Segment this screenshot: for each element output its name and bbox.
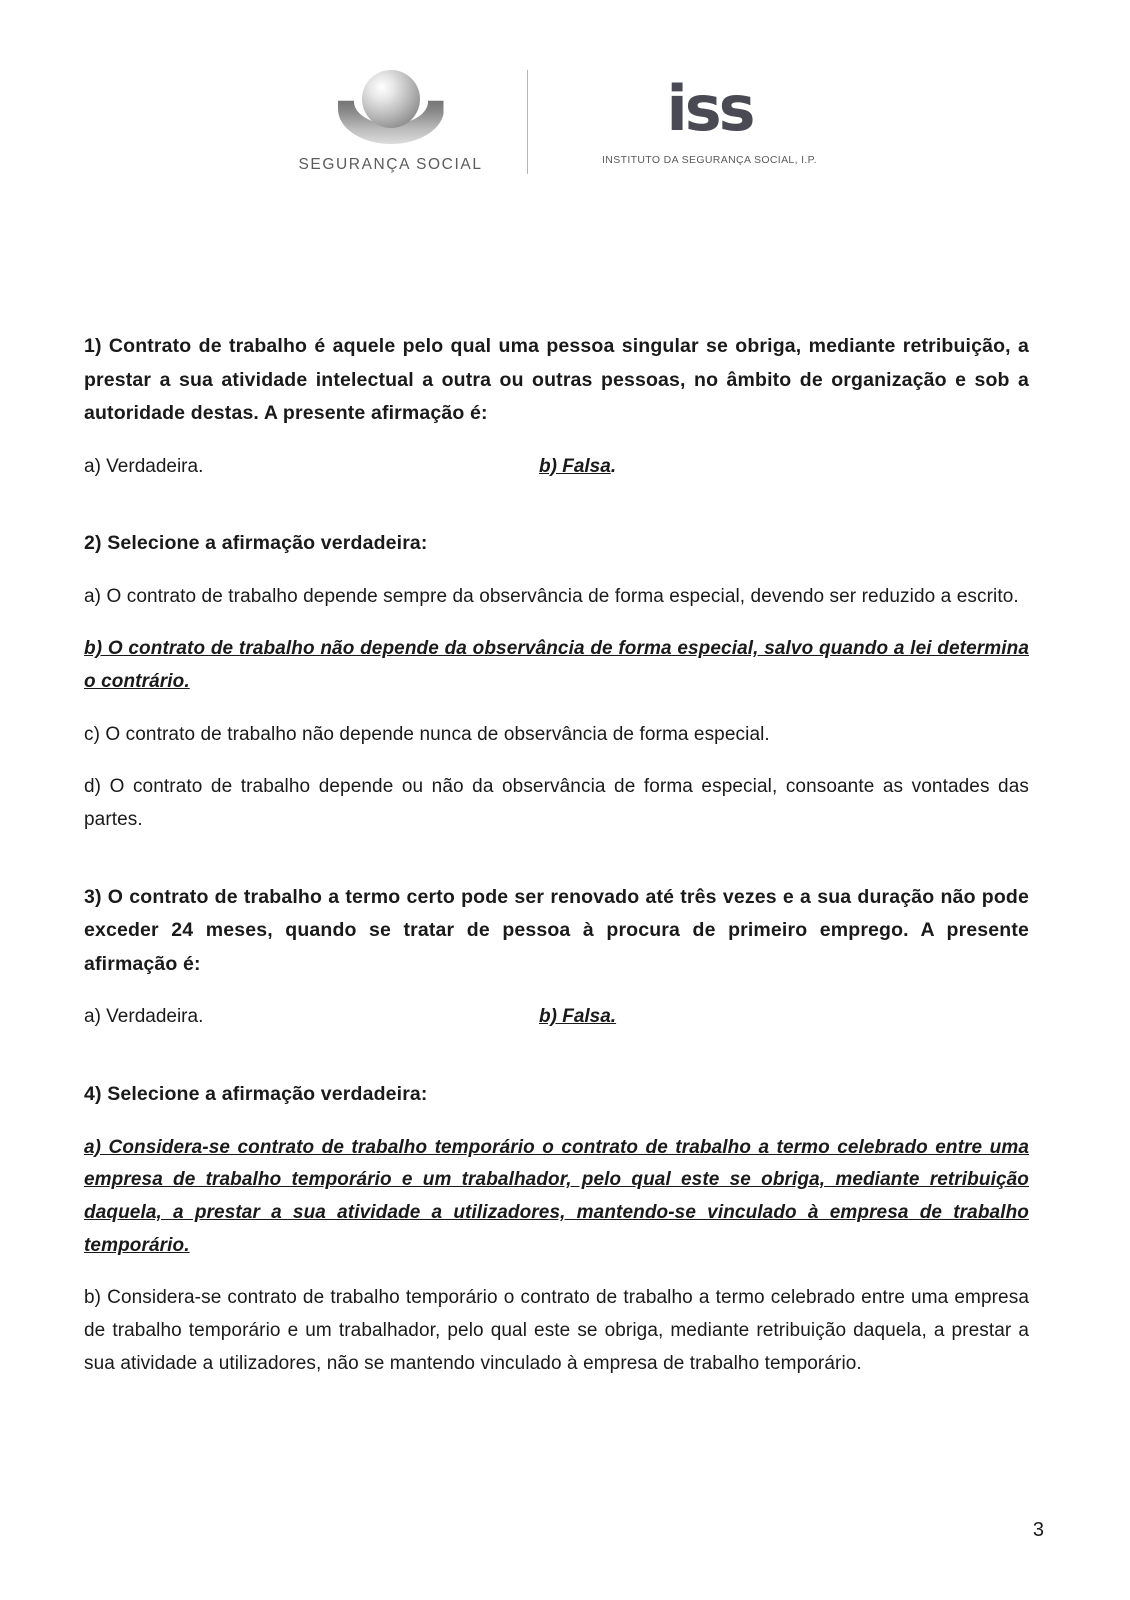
iss-logo [570, 72, 850, 166]
document-content [84, 330, 1029, 1380]
question-1-option-b [539, 451, 616, 484]
question-2-option-d: d) O contrato de trabalho depende ou não da observância de forma especial, consoante as vontades das partes. [84, 776, 1029, 831]
question-4-option-b: b) Considera-se contrato de trabalho temporário o contrato de trabalho a termo celebrado entre uma empresa de trabalho temporário e um trabalhador, pelo qual este se obriga, mediante retribuição daquela, a prestar a sua atividade a utilizadores, não se mantendo vinculado à empresa de trabalho temporário. [84, 1287, 1029, 1374]
page-number: 3 [1032, 1519, 1044, 1541]
seguranca-social-logo [281, 70, 501, 174]
question-3-option-b [539, 1001, 616, 1034]
question-1-option-a: a) Verdadeira. [84, 455, 204, 477]
logo-sphere-shape [362, 70, 420, 128]
seguranca-social-emblem-icon [332, 70, 450, 144]
question-1-text: 1) Contrato de trabalho é aquele pelo qual uma pessoa singular se obriga, mediante retribuição, a prestar a sua atividade intelectual a outra ou outras pessoas, no âmbito de organização e sob a autoridade destas. A presente afirmação é: [84, 335, 1029, 425]
question-3-option-b-label: b) Falsa. [539, 1006, 617, 1028]
question-2-option-b: b) O contrato de trabalho não depende da observância de forma especial, salvo quando a lei determina o contrário. [84, 638, 1029, 693]
question-4-text: 4) Selecione a afirmação verdadeira: [84, 1083, 428, 1106]
question-3-option-a: a) Verdadeira. [84, 1006, 204, 1028]
seguranca-social-logo-text: SEGURANÇA SOCIAL [298, 156, 483, 173]
question-1-option-b-label: b) Falsa [539, 455, 611, 477]
question-3-text: 3) O contrato de trabalho a termo certo pode ser renovado até três vezes e a sua duração não pode exceder 24 meses, quando se tratar de pessoa à procura de primeiro emprego. A presente afirmação é: [84, 885, 1029, 975]
document-header [0, 70, 1130, 174]
question-2-text: 2) Selecione a afirmação verdadeira: [84, 532, 428, 555]
iss-logo-text: INSTITUTO DA SEGURANÇA SOCIAL, I.P. [602, 154, 817, 166]
question-1-options [84, 451, 1029, 484]
iss-wordmark-icon: iss [666, 72, 753, 145]
header-divider [527, 70, 528, 174]
question-2-option-c: c) O contrato de trabalho não depende nunca de observância de forma especial. [84, 723, 770, 745]
question-2-option-a: a) O contrato de trabalho depende sempre da observância de forma especial, devendo ser reduzido a escrito. [84, 585, 1019, 607]
question-3-options [84, 1001, 1029, 1034]
question-1-option-b-suffix: . [610, 455, 617, 477]
question-4-option-a: a) Considera-se contrato de trabalho temporário o contrato de trabalho a termo celebrado entre uma empresa de trabalho temporário e um trabalhador, pelo qual este se obriga, mediante retribuição daquela, a prestar a sua atividade a utilizadores, mantendo-se vinculado à empresa de trabalho temporário. [84, 1136, 1029, 1256]
